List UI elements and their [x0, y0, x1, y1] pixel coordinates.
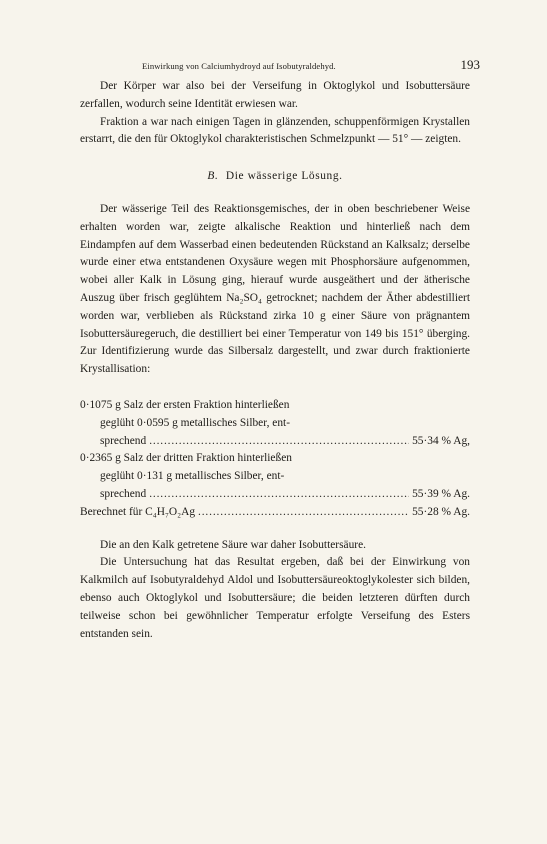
- entry-result-label: sprechend: [100, 487, 147, 500]
- dot-leader: [149, 486, 409, 504]
- analysis-entry-third-fraction: [80, 450, 470, 503]
- section-heading-title: Die wässerige Lösung.: [225, 170, 343, 183]
- paragraph-acid-identity: Die an den Kalk getretene Säure war daher Isobuttersäure.: [100, 538, 366, 551]
- entry-result-value: 55·39 % Ag.: [412, 487, 470, 500]
- analysis-results: [80, 397, 470, 522]
- page-header: [80, 57, 480, 75]
- entry-result-label: sprechend: [100, 434, 147, 447]
- paragraph-decomposition-result: Der Körper war also bei der Verseifung in Oktoglykol und Isobuttersäure zerfallen, wodurch seine Identität erwiesen war.: [80, 80, 470, 110]
- body-text: [80, 78, 470, 643]
- analysis-entry-first-fraction: [80, 397, 470, 450]
- entry-line: 0·1075 g Salz der ersten Fraktion hinterließen: [80, 398, 290, 411]
- section-heading-label: B.: [207, 170, 219, 183]
- entry-result-line: [80, 433, 470, 451]
- page-number: 193: [460, 57, 480, 72]
- entry-line: geglüht 0·0595 g metallisches Silber, ent-: [100, 416, 290, 429]
- dot-leader: [198, 504, 409, 522]
- section-heading: [80, 168, 470, 186]
- calculated-value: 55·28 % Ag.: [412, 505, 470, 518]
- entry-result-value: 55·34 % Ag,: [412, 434, 470, 447]
- entry-line: geglüht 0·131 g metallisches Silber, ent-: [100, 470, 285, 483]
- calculated-value-line: [80, 504, 470, 522]
- calculated-label: Berechnet für C₄H₇O₂Ag: [80, 505, 196, 518]
- paragraph-aqueous-part: Der wässerige Teil des Reaktionsgemisches, der in oben beschriebener Weise erhalten worden war, zeigte alkalische Reaktion und hinterließ nach dem Eindampfen auf dem Wasserbad einen bedeutenden Rückstand an Kalksalz; derselbe wurde einer etwa entstandenen Oxysäure wegen mit Phosphorsäure aufgenommen, wobei aller Kalk in Lösung ging, hierauf wurde ausgeäthert und der ätherische Auszug über frisch geglühtem Na₂SO₄ getrocknet; nachdem der Äther abdestilliert worden war, verblieben als Rückstand zirka 10 g einer Säure von prägnantem Isobuttersäuregeruch, die destilliert bei einer Temperatur von 149 bis 151° überging. Zur Identifizierung wurde das Silbersalz dargestellt, und zwar durch fraktionierte Krystallisation:: [80, 202, 470, 376]
- running-title: Einwirkung von Calciumhydroyd auf Isobutyraldehyd.: [142, 61, 336, 71]
- entry-result-line: [80, 486, 470, 504]
- paragraph-summary: Die Untersuchung hat das Resultat ergeben, daß bei der Einwirkung von Kalkmilch auf Isobutyraldehyd Aldol und Isobuttersäureoktoglykolester sich bilden, ebenso auch Oktoglykol und Isobuttersäure; die beiden letzteren dürften durch teilweise schon bei gewöhnlicher Temperatur erfolgte Verseifung des Esters entstanden sein.: [80, 556, 470, 640]
- paragraph-fraction-a: Fraktion a war nach einigen Tagen in glänzenden, schuppenförmigen Krystallen erstarrt, die den für Oktoglykol charakteristischen Schmelzpunkt — 51° — zeigten.: [80, 115, 470, 146]
- entry-line: 0·2365 g Salz der dritten Fraktion hinterließen: [80, 452, 292, 465]
- dot-leader: [149, 433, 409, 451]
